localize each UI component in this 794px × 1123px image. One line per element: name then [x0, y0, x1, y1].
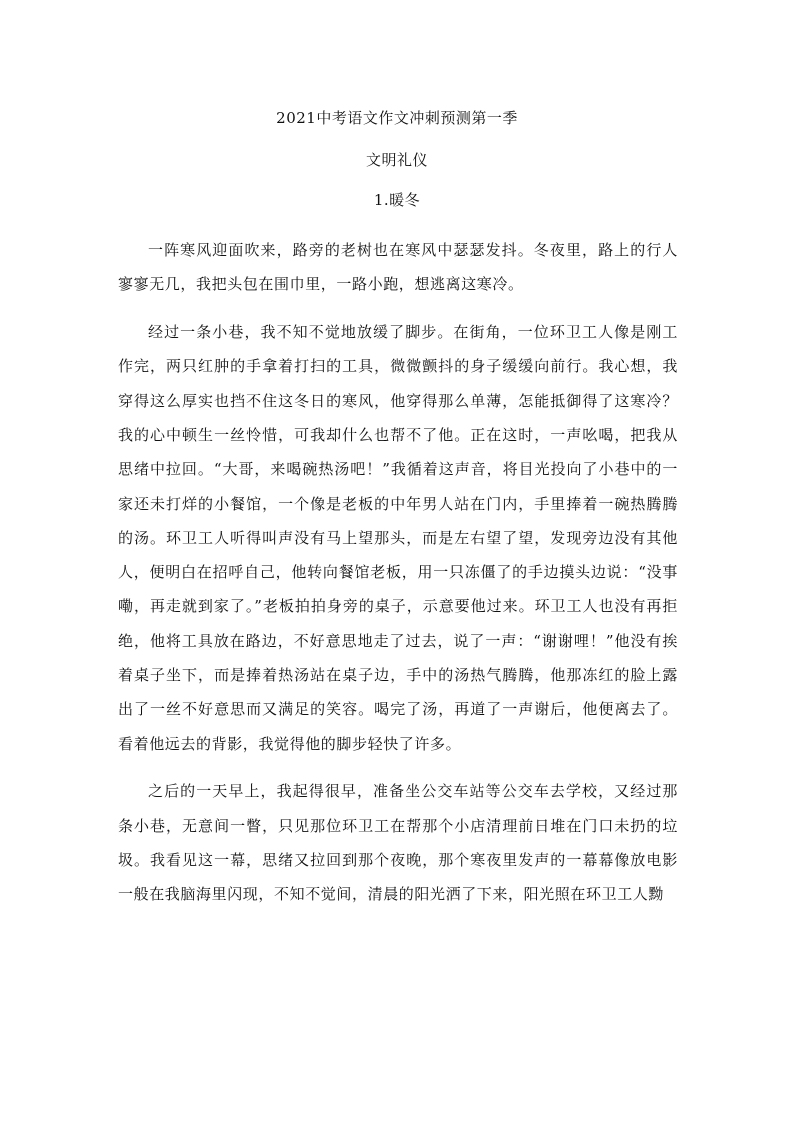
paragraph-2: 经过一条小巷，我不知不觉地放缓了脚步。在街角，一位环卫工人像是刚工作完，两只红肿的手拿着打扫的工具，微微颤抖的身子缓缓向前行。我心想，我穿得这么厚实也挡不住这冬日的寒风，他穿得那么单薄，怎能抵御得了这寒冷？我的心中顿生一丝怜惜，可我却什么也帮不了他。正在这时，一声吆喝，把我从思绪中拉回。“大哥，来喝碗热汤吧！”我循着这声音，将目光投向了小巷中的一家还未打烊的小餐馆，一个像是老板的中年男人站在门内，手里捧着一碗热腾腾的汤。环卫工人听得叫声没有马上望那头，而是左右望了望，发现旁边没有其他人，便明白在招呼自己，他转向餐馆老板，用一只冻僵了的手边摸头边说：“没事嘞，再走就到家了。”老板拍拍身旁的桌子，示意要他过来。环卫工人也没有再拒绝，他将工具放在路边，不好意思地走了过去，说了一声：“谢谢哩！”他没有挨着桌子坐下，而是捧着热汤站在桌子边，手中的汤热气腾腾，他那冻红的脸上露出了一丝不好意思而又满足的笑容。喝完了汤，再道了一声谢后，他便离去了。看着他远去的背影，我觉得他的脚步轻快了许多。: [118, 323, 678, 753]
paragraph-3: 之后的一天早上，我起得很早，准备坐公交车站等公交车去学校，又经过那条小巷，无意间一瞥，只见那位环卫工在帮那个小店清理前日堆在门口未扔的垃圾。我看见这一幕，思绪又拉回到那个夜晚，那个寒夜里发声的一幕幕像放电影一般在我脑海里闪现，不知不觉间，清晨的阳光洒了下来，阳光照在环卫工人黝: [118, 782, 678, 904]
essay-body: [118, 233, 678, 925]
theme-heading: 文明礼仪: [365, 151, 428, 169]
paragraph-1: 一阵寒风迎面吹来，路旁的老树也在寒风中瑟瑟发抖。冬夜里，路上的行人寥寥无几，我把头包在围巾里，一路小跑，想逃离这寒冷。: [118, 241, 678, 294]
document-title: 2021中考语文作文冲刺预测第一季: [276, 109, 518, 127]
essay-title: 1.暖冬: [373, 191, 421, 209]
